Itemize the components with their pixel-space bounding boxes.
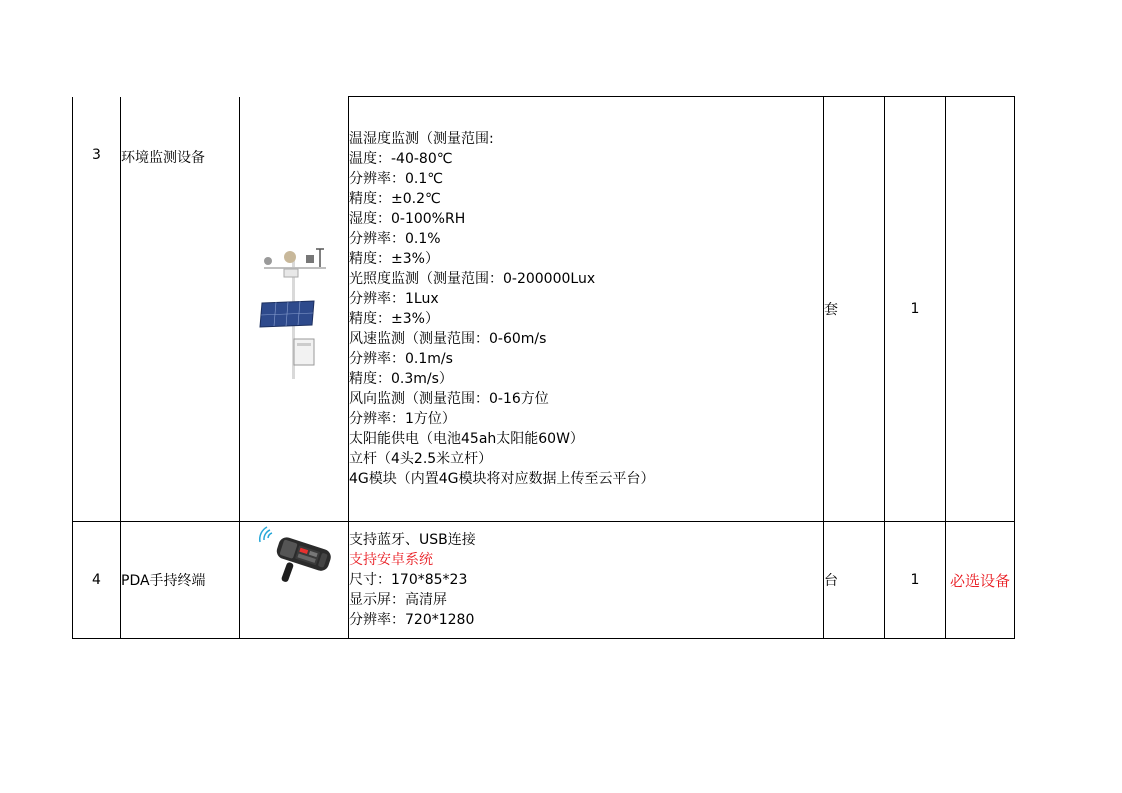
spec-line: 精度：±0.2℃ <box>349 191 441 207</box>
item-unit: 台 <box>824 522 885 639</box>
spec-line: 分辨率：720*1280 <box>349 612 475 628</box>
spec-line: 风向监测（测量范围：0-16方位 <box>349 391 549 407</box>
spec-line: 立杆（4头2.5米立杆） <box>349 451 493 467</box>
weather-station-icon <box>256 239 332 379</box>
item-image <box>240 97 349 522</box>
item-spec <box>349 97 824 522</box>
pda-handheld-icon <box>254 526 334 586</box>
spec-line: 分辨率：1方位） <box>349 411 456 427</box>
spec-line: 显示屏：高清屏 <box>349 592 447 608</box>
spec-line: 分辨率：0.1℃ <box>349 171 443 187</box>
item-name: PDA手持终端 <box>121 522 240 639</box>
item-unit: 套 <box>824 97 885 522</box>
note-text: 必选设备 <box>949 571 1010 590</box>
item-note <box>946 97 1015 522</box>
item-qty: 1 <box>885 522 946 639</box>
spec-line: 分辨率：1Lux <box>349 291 439 307</box>
spec-line: 精度：±3%） <box>349 311 439 327</box>
item-image <box>240 522 349 639</box>
table-row <box>73 97 1015 522</box>
spec-line: 温度：-40-80℃ <box>349 151 453 167</box>
spec-line: 温湿度监测（测量范围: <box>349 131 494 147</box>
spec-line: 湿度：0-100%RH <box>349 211 466 227</box>
item-spec <box>349 522 824 639</box>
item-name: 环境监测设备 <box>121 97 240 522</box>
spec-line: 精度：0.3m/s） <box>349 371 453 387</box>
spec-line: 分辨率：0.1% <box>349 231 441 247</box>
spec-line: 风速监测（测量范围：0-60m/s <box>349 331 547 347</box>
row-number: 4 <box>73 522 121 639</box>
item-qty: 1 <box>885 97 946 522</box>
spec-line: 4G模块（内置4G模块将对应数据上传至云平台） <box>349 471 655 487</box>
row-number: 3 <box>73 97 121 522</box>
spec-line: 光照度监测（测量范围：0-200000Lux <box>349 271 596 287</box>
spec-line: 精度：±3%） <box>349 251 439 267</box>
spec-line: 支持蓝牙、USB连接 <box>349 532 476 548</box>
spec-line-highlight: 支持安卓系统 <box>349 552 433 568</box>
item-note <box>946 522 1015 639</box>
spec-line: 太阳能供电（电池45ah太阳能60W） <box>349 431 584 447</box>
spec-line: 分辨率：0.1m/s <box>349 351 453 367</box>
table-row <box>73 522 1015 639</box>
spec-line: 尺寸：170*85*23 <box>349 572 468 588</box>
equipment-table <box>72 96 1015 639</box>
